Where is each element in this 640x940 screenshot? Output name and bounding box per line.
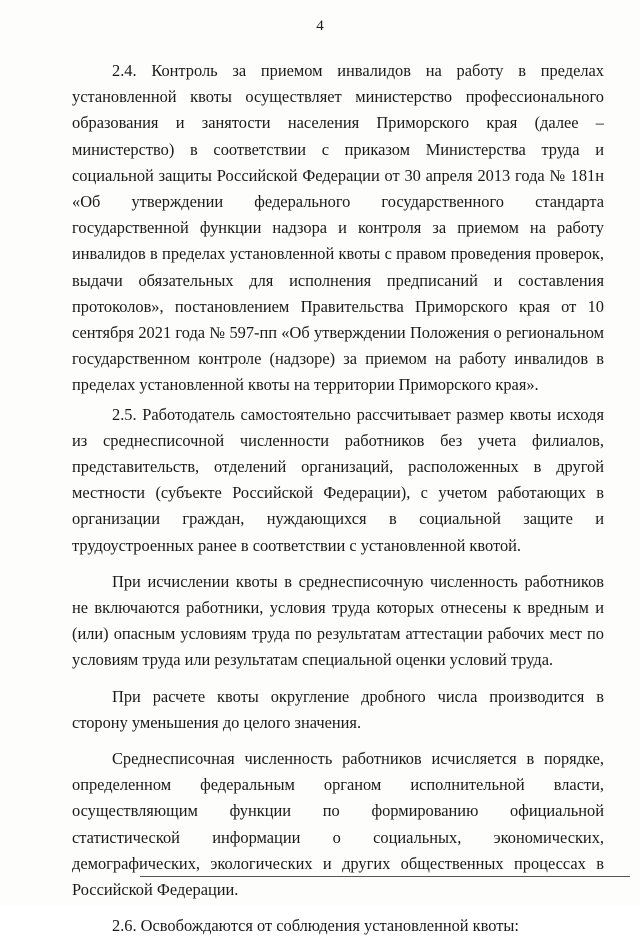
page-number: 4 (316, 18, 324, 34)
paragraph-2-4: 2.4. Контроль за приемом инвалидов на работу в пределах установленной квоты осуществляет министерство профессионального образования и занятости населения Приморского края (далее – министерство) в соответствии с приказом Министерства труда и социальной защиты Российской Федерации от 30 апреля 2013 года № 181н «Об утверждении федерального государственного стандарта государственной функции надзора и контроля за приемом на работу инвалидов в пределах установленной квоты с правом проведения проверок, выдачи обязательных для исполнения предписаний и составления протоколов», постановлением Правительства Приморского края от 10 сентября 2021 года № 597-пп «Об утверждении Положения о региональном государственном контроле (надзоре) за приемом на работу инвалидов в пределах установленной квоты на территории Приморского края». (72, 61, 604, 395)
paragraph-average-headcount: Среднесписочная численность работников исчисляется в порядке, определенном федеральным органом исполнительной власти, осуществляющим функции по формированию официальной статистической информации о социальных, экономических, демографических, экологических и других общественных процессах в Российской Федерации. (72, 749, 604, 900)
document-body (72, 58, 604, 940)
footer-divider (140, 876, 630, 877)
paragraph-quota-rounding: При расчете квоты округление дробного числа производится в сторону уменьшения до целого значения. (72, 686, 604, 732)
paragraph-quota-exclusions: При исчислении квоты в среднесписочную численность работников не включаются работники, условия труда которых отнесены к вредным и (или) опасным условиям труда по результатам аттестации рабочих мест по условиям труда или результатам специальной оценки условий труда. (72, 571, 604, 670)
paragraph-2-6: 2.6. Освобождаются от соблюдения установленной квоты: (112, 916, 519, 936)
paragraph-2-5: 2.5. Работодатель самостоятельно рассчитывает размер квоты исходя из среднесписочной численности работников без учета филиалов, представительств, отделений организаций, расположенных в другой местности (субъекте Российской Федерации), с учетом работающих в организации граждан, нуждающихся в социальной защите и трудоустроенных ранее в соответствии с установленной квотой. (72, 404, 604, 555)
